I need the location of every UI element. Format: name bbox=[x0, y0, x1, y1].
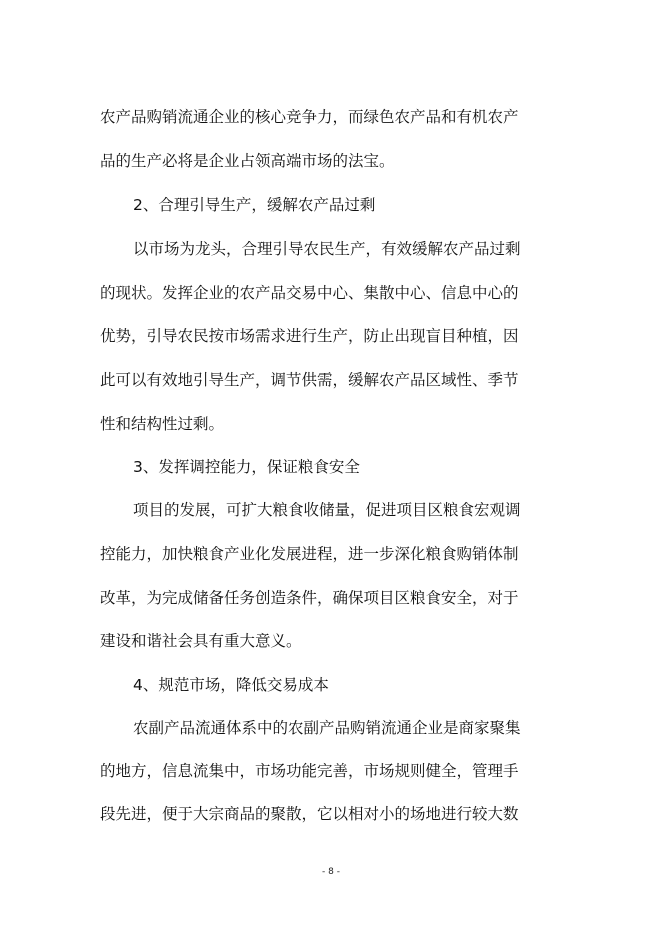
line-text: 段先进，便于大宗商品的聚散，它以相对小的场地进行较大数 bbox=[100, 805, 519, 823]
paragraph-line bbox=[0, 413, 662, 435]
line-text: 农产品购销流通企业的核心竞争力，而绿色农产品和有机农产 bbox=[100, 108, 519, 126]
section-heading bbox=[0, 674, 662, 696]
line-text: 改革，为完成储备任务创造条件，确保项目区粮食安全，对于 bbox=[100, 589, 519, 607]
paragraph-line bbox=[0, 587, 662, 609]
line-text: 以市场为龙头，合理引导农民生产，有效缓解农产品过剩 bbox=[133, 240, 521, 258]
line-text: 的地方，信息流集中，市场功能完善，市场规则健全，管理手 bbox=[100, 762, 519, 780]
line-text: 性和结构性过剩。 bbox=[100, 415, 225, 433]
line-text: 控能力，加快粮食产业化发展进程，进一步深化粮食购销体制 bbox=[100, 545, 519, 563]
paragraph-line bbox=[0, 760, 662, 782]
paragraph-line bbox=[0, 106, 662, 128]
line-text: 的现状。发挥企业的农产品交易中心、集散中心、信息中心的 bbox=[100, 284, 519, 302]
page-number: - 8 - bbox=[322, 867, 340, 877]
line-text: 优势，引导农民按市场需求进行生产，防止出现盲目种植，因 bbox=[100, 327, 519, 345]
line-text: 项目的发展，可扩大粮食收储量，促进项目区粮食宏观调 bbox=[133, 501, 521, 519]
line-text: 农副产品流通体系中的农副产品购销流通企业是商家聚集 bbox=[133, 719, 521, 737]
paragraph-line bbox=[0, 717, 662, 739]
paragraph-line bbox=[0, 803, 662, 825]
paragraph-line bbox=[0, 543, 662, 565]
line-text: 建设和谐社会具有重大意义。 bbox=[100, 632, 302, 650]
line-text: 品的生产必将是企业占领高端市场的法宝。 bbox=[100, 152, 395, 170]
heading-text: 2、合理引导生产，缓解农产品过剩 bbox=[133, 196, 376, 214]
heading-text: 3、发挥调控能力，保证粮食安全 bbox=[133, 458, 360, 476]
paragraph-line bbox=[0, 369, 662, 391]
line-text: 此可以有效地引导生产，调节供需，缓解农产品区域性、季节 bbox=[100, 371, 519, 389]
paragraph-line bbox=[0, 325, 662, 347]
section-heading bbox=[0, 456, 662, 478]
paragraph-line bbox=[0, 238, 662, 260]
paragraph-line bbox=[0, 630, 662, 652]
paragraph-line bbox=[0, 282, 662, 304]
paragraph-line bbox=[0, 499, 662, 521]
section-heading bbox=[0, 194, 662, 216]
paragraph-line bbox=[0, 150, 662, 172]
heading-text: 4、规范市场，降低交易成本 bbox=[133, 676, 329, 694]
